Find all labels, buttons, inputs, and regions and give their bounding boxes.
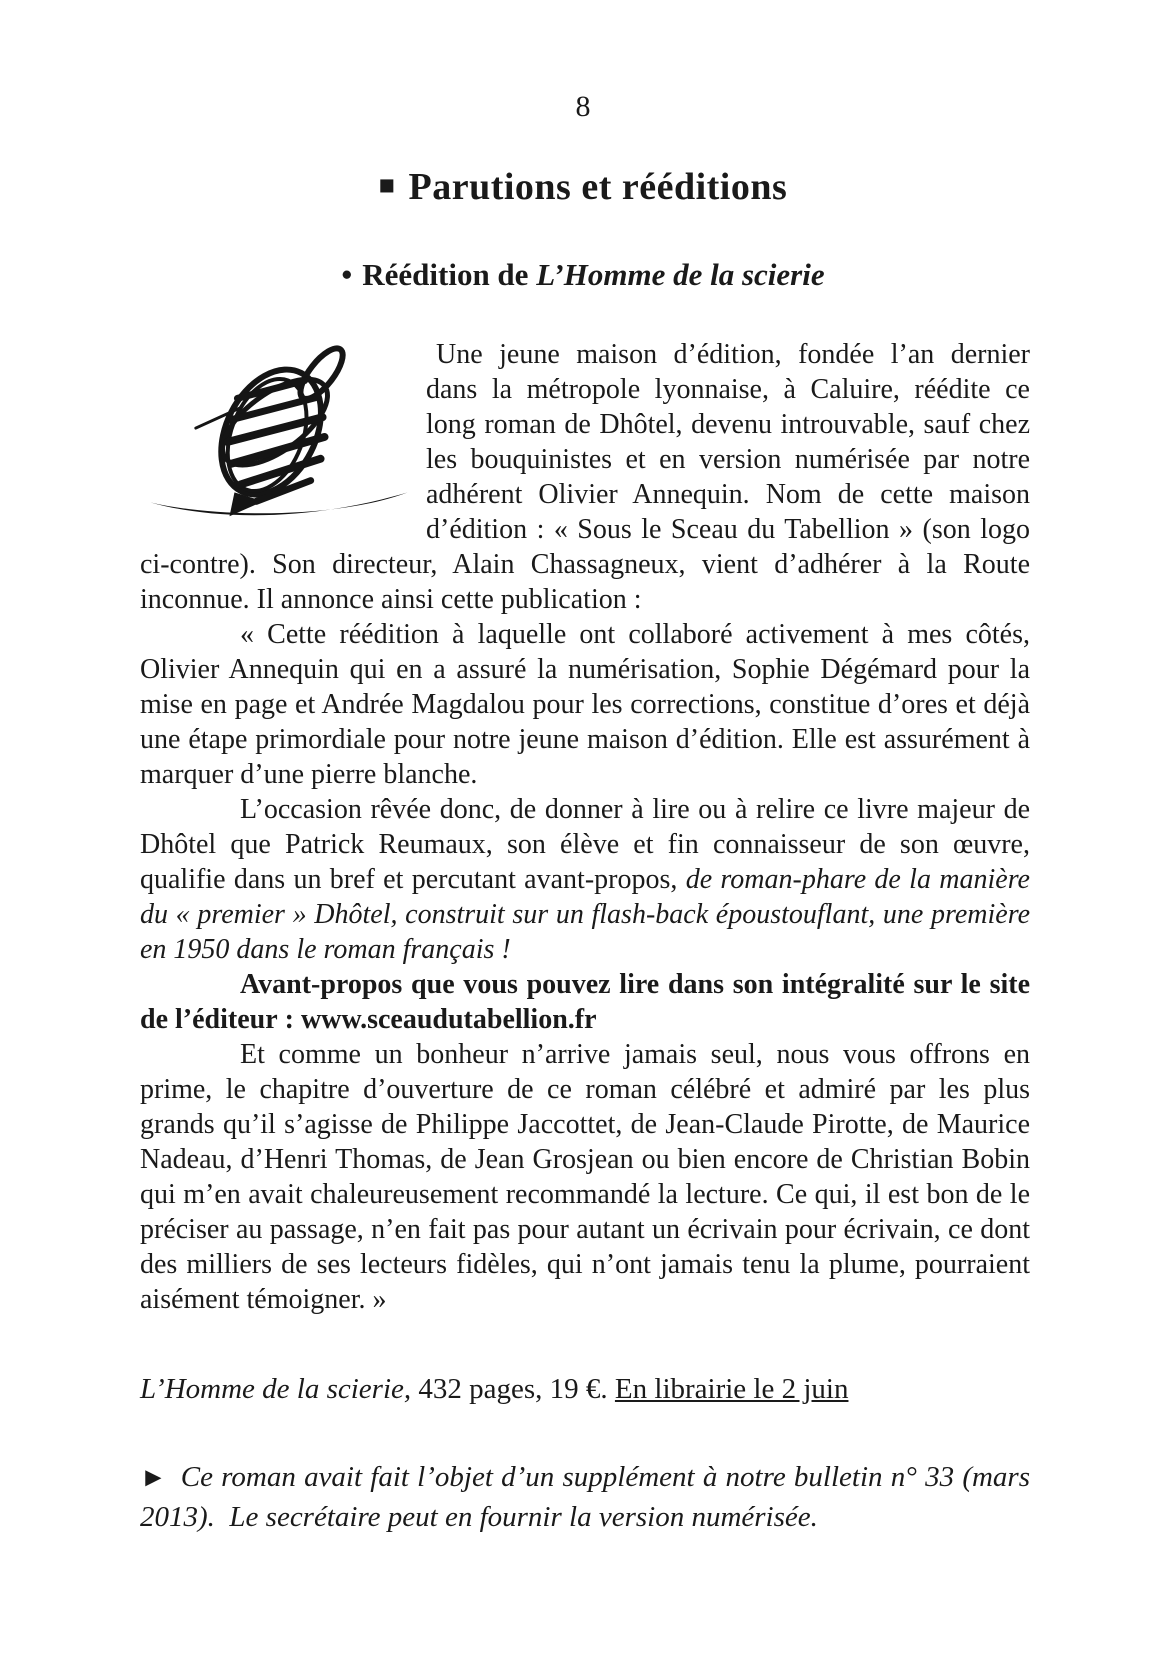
article-subtitle bbox=[0, 257, 1166, 293]
quote-2-regular: L’occasion rêvée donc, de donner à lire ou à relire ce livre majeur de Dhôtel que Patrick Reumaux, son élève et fin connaisseur de son œuvre, qualifie dans un bref et percutant avant-propos, bbox=[140, 794, 1030, 895]
publication-book-title: L’Homme de la scierie, bbox=[140, 1373, 412, 1405]
subtitle-prefix: Réédition de bbox=[362, 257, 537, 292]
publication-details: 432 pages, 19 €. bbox=[411, 1373, 615, 1405]
section-title-text: Parutions et rééditions bbox=[408, 166, 788, 208]
paragraph-intro: Une jeune maison d’édition, fondée l’an dernier dans la métropole lyonnaise, à Caluire, réédite ce long roman de Dhôtel, devenu introuvable, sauf chez les bouquinistes et en version numérisée par notre adhérent Olivier Annequin. Nom de cette maison d’édition : « Sous le Sceau du Tabellion » (son logo ci-contre). Son directeur, Alain Chassagneux, vient d’adhérer à la Route inconnue. Il annonce ainsi cette publication : bbox=[140, 339, 1030, 615]
subtitle-book-title: L’Homme de la scierie bbox=[536, 257, 825, 292]
paragraph-quote-1: « Cette réédition à laquelle ont collaboré activement à mes côtés, Olivier Annequin qui en a assuré la numérisation, Sophie Dégémard pour la mise en page et Andrée Magdalou pour les corrections, constitue d’ores et déjà une étape primordiale pour notre jeune maison d’édition. Elle est assurément à marquer d’une pierre blanche. bbox=[140, 619, 1030, 790]
page-number: 8 bbox=[575, 90, 591, 123]
arrow-right-marker-icon: ► bbox=[140, 1462, 167, 1492]
paragraph-quote-3: Et comme un bonheur n’arrive jamais seul, nous vous offrons en prime, le chapitre d’ouverture de ce roman célébré et admiré par les plus grands qu’il s’agisse de Philippe Jaccottet, de Jean-Claude Pirotte, de Maurice Nadeau, d’Henri Thomas, de Jean Grosjean ou bien encore de Christian Bobin qui m’en avait chaleureusement recommandé la lecture. Ce qui, il est bon de le préciser au passage, n’en fait pas pour autant un écrivain pour écrivain, ce dont des milliers de ses lecteurs fidèles, qui n’ont jamais tenu la plume, pourraient aisément témoigner. » bbox=[140, 1039, 1030, 1315]
footer-note-text: Ce roman avait fait l’objet d’un supplément à notre bulletin n° 33 (mars 2013). Le secrétaire peut en fournir la version numérisée. bbox=[140, 1461, 1030, 1533]
publication-availability: En librairie le 2 juin bbox=[614, 1373, 849, 1405]
footer-note bbox=[140, 1457, 1030, 1537]
section-title bbox=[0, 165, 1166, 209]
quote-2-italic: de roman-phare de la manière du « premier » Dhôtel, construit sur un flash-back époustouflant, une première en 1950 dans le roman français ! bbox=[140, 864, 1030, 965]
publisher-logo-icon bbox=[140, 337, 418, 537]
publication-info bbox=[140, 1372, 1030, 1407]
paragraph-avant-propos: Avant-propos que vous pouvez lire dans son intégralité sur le site de l’éditeur : www.sceaudutabellion.fr bbox=[140, 969, 1030, 1035]
article-body bbox=[140, 337, 1030, 1537]
black-square-icon: ■ bbox=[378, 170, 396, 200]
paragraph-quote-2 bbox=[140, 792, 1030, 967]
bullet-icon: • bbox=[341, 257, 353, 292]
